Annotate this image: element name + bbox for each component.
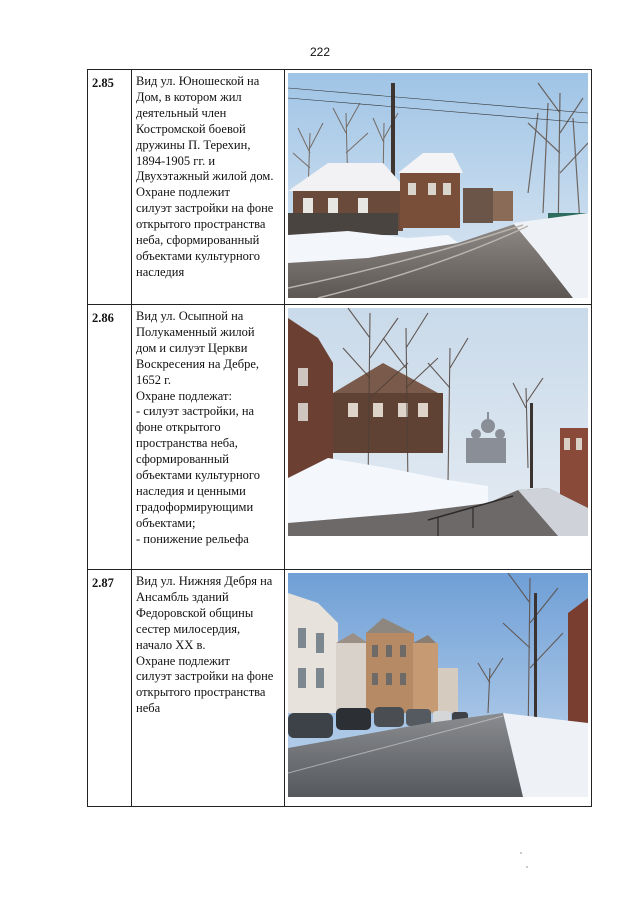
description-line: силуэт застройки на фоне <box>136 201 274 216</box>
table-row <box>88 305 592 570</box>
description-line: Вид ул. Юношеской на <box>136 74 260 88</box>
description-line: фоне открытого <box>136 420 221 435</box>
winter-street-church-silhouette-photo <box>288 308 588 536</box>
row-number: 2.87 <box>88 570 132 807</box>
description-line: Костромской боевой <box>136 121 246 136</box>
description-line: неба <box>136 701 161 716</box>
description-line: начало XX в. <box>136 637 206 652</box>
row-number: 2.85 <box>88 70 132 305</box>
page-number: 222 <box>309 45 331 59</box>
description-line: Охране подлежит <box>136 653 230 668</box>
scan-speck <box>526 866 528 868</box>
description-line: наследия <box>136 264 185 279</box>
description-line: объектами культурного <box>136 248 260 263</box>
description-line: Вид ул. Осыпной на <box>136 309 244 323</box>
description-line: - понижение рельефа <box>136 531 249 546</box>
description-line: Двухэтажный жилой дом. <box>136 169 274 184</box>
winter-street-ensemble-buildings-photo <box>288 573 588 797</box>
winter-street-wooden-houses-photo <box>288 73 588 298</box>
description-line: деятельный член <box>136 105 227 120</box>
description-line: силуэт застройки на фоне <box>136 669 274 684</box>
row-description <box>132 70 285 305</box>
document-table <box>87 69 592 807</box>
row-description <box>132 305 285 570</box>
description-line: Охране подлежат: <box>136 388 232 403</box>
description-line: Охране подлежит <box>136 185 230 200</box>
description-line: неба, сформированный <box>136 233 260 248</box>
description-line: наследия и ценными <box>136 483 246 498</box>
description-line: 1894-1905 гг. и <box>136 153 216 168</box>
row-description <box>132 570 285 807</box>
description-line: - силуэт застройки, на <box>136 404 255 419</box>
description-line: Федоровской общины <box>136 605 254 620</box>
description-line: сформированный <box>136 452 229 467</box>
description-line: дом и силуэт Церкви <box>136 340 248 355</box>
description-line: открытого пространства <box>136 685 266 700</box>
description-line: Воскресения на Дебре, <box>136 356 260 371</box>
description-line: дружины П. Терехин, <box>136 137 251 152</box>
description-line: Дом, в котором жил <box>136 89 242 104</box>
description-line: сестер милосердия, <box>136 621 241 636</box>
description-line: объектами; <box>136 515 196 530</box>
scan-speck <box>520 852 522 854</box>
description-line: Полукаменный жилой <box>136 324 255 339</box>
description-line: градоформирующими <box>136 499 254 514</box>
description-line: 1652 г. <box>136 372 171 387</box>
description-line: пространства неба, <box>136 436 238 451</box>
description-line: Вид ул. Нижняя Дебря на <box>136 574 273 588</box>
table-row <box>88 570 592 807</box>
row-number: 2.86 <box>88 305 132 570</box>
description-line: объектами культурного <box>136 468 260 483</box>
description-line: открытого пространства <box>136 217 266 232</box>
table-row <box>88 70 592 305</box>
description-line: Ансамбль зданий <box>136 589 229 604</box>
